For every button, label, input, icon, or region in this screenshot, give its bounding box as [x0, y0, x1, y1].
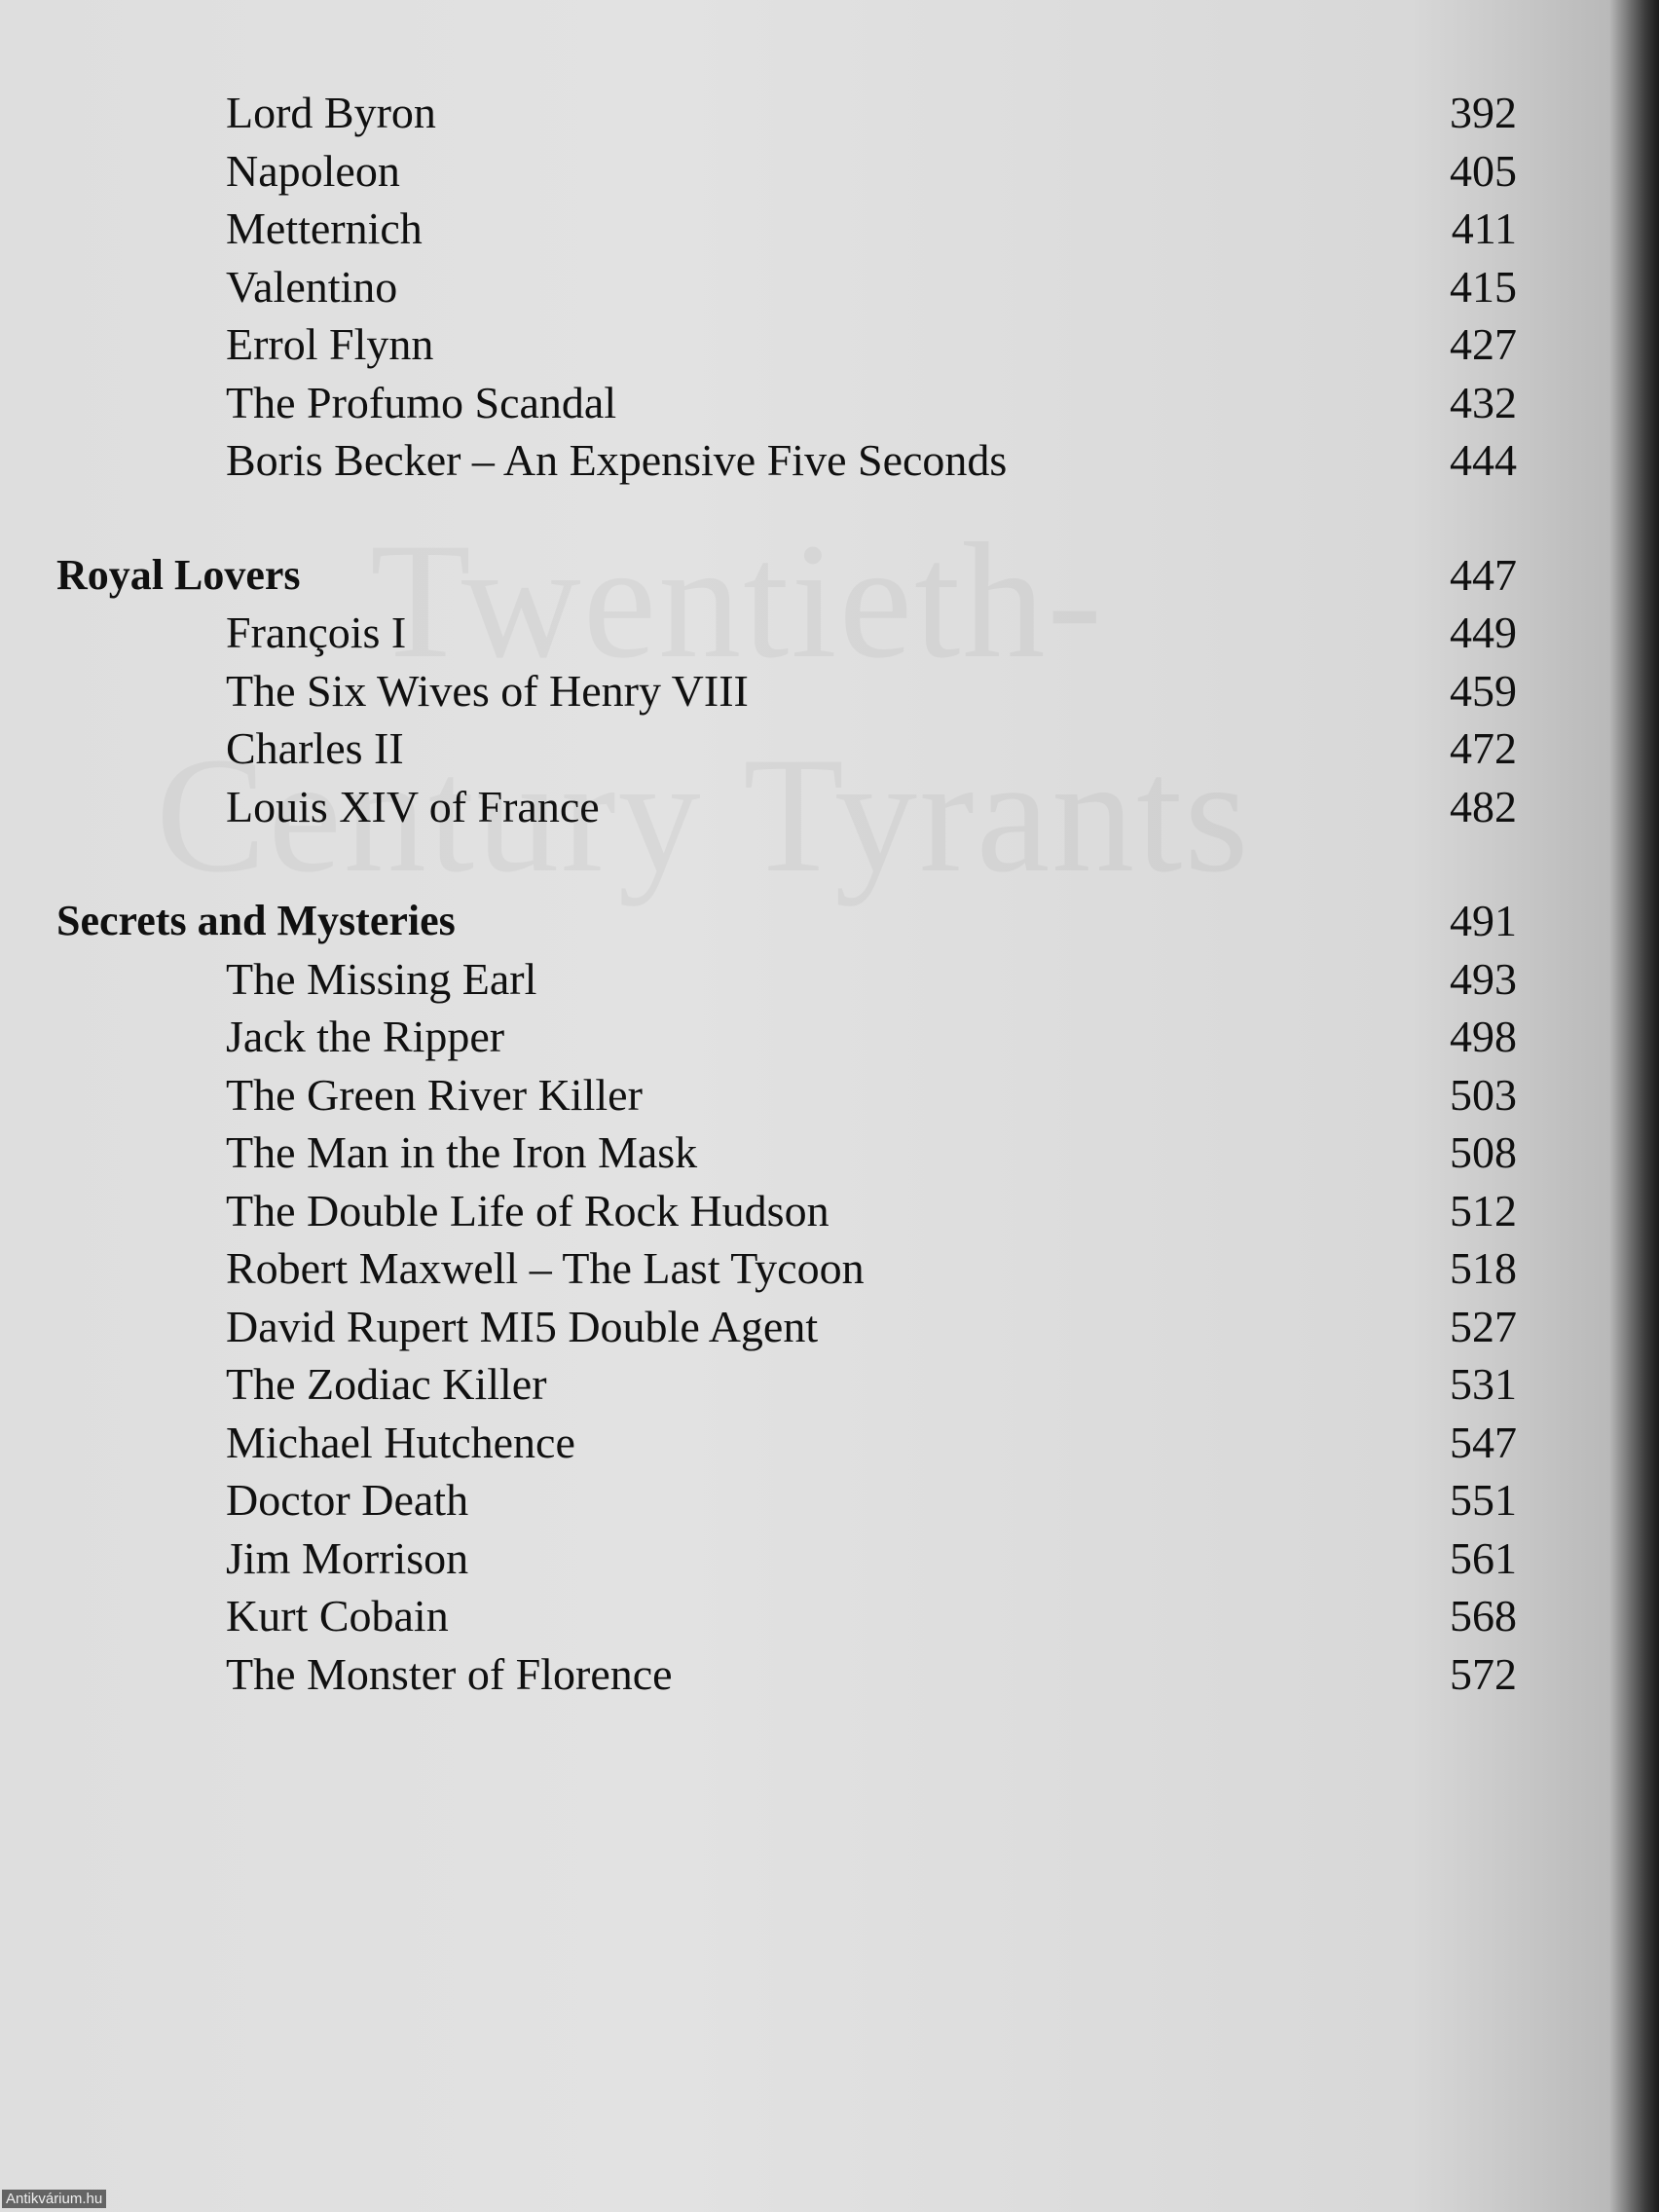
toc-entry-title: Jim Morrison	[226, 1532, 469, 1583]
toc-entry-title: Jack the Ripper	[226, 1012, 505, 1061]
toc-entry-title: The Green River Killer	[226, 1069, 643, 1120]
toc-entry-row	[0, 719, 1659, 778]
toc-entry-row	[0, 1239, 1659, 1298]
toc-entry-title: The Missing Earl	[226, 953, 537, 1004]
toc-entry-row	[0, 1008, 1659, 1066]
toc-entry-title: Errol Flynn	[226, 319, 434, 369]
toc-page-number: 572	[1450, 1648, 1517, 1699]
toc-entry-title: The Man in the Iron Mask	[226, 1127, 698, 1177]
toc-page-number: 568	[1450, 1591, 1517, 1641]
toc-entry-row	[0, 1066, 1659, 1124]
watermark: Antikvárium.hu	[2, 2190, 106, 2208]
toc-entry-row	[0, 200, 1659, 258]
toc-page-number: 482	[1450, 781, 1517, 831]
toc-page-number: 392	[1450, 88, 1517, 137]
toc-page-number: 493	[1450, 953, 1517, 1004]
toc-entry-row	[0, 142, 1659, 201]
toc-page-number: 449	[1450, 608, 1517, 657]
toc-entry-row	[0, 604, 1659, 662]
toc-entry-row	[0, 778, 1659, 836]
toc-entry-title: The Profumo Scandal	[226, 377, 617, 427]
toc-entry-title: Lord Byron	[226, 88, 436, 137]
toc-entry-row	[0, 1124, 1659, 1182]
toc-entry-title: Doctor Death	[226, 1475, 469, 1525]
toc-section-title: Royal Lovers	[56, 550, 301, 599]
toc-entry-row	[0, 1587, 1659, 1645]
toc-entry-title: Louis XIV of France	[226, 781, 600, 831]
toc-page-number: 518	[1450, 1243, 1517, 1293]
toc-entry-row	[0, 431, 1659, 490]
toc-entry-row	[0, 1182, 1659, 1240]
toc-entry-title: Kurt Cobain	[226, 1591, 449, 1641]
toc-page-number: 472	[1450, 723, 1517, 773]
toc-entry-title: Michael Hutchence	[226, 1417, 575, 1467]
toc-entry-row	[0, 1414, 1659, 1472]
toc-page-number: 547	[1450, 1417, 1517, 1467]
toc-entry-title: The Monster of Florence	[226, 1648, 673, 1699]
toc-entry-row	[0, 374, 1659, 432]
toc-page-number: 491	[1450, 896, 1517, 945]
toc-page-number: 432	[1450, 377, 1517, 427]
toc-entry-title: The Six Wives of Henry VIII	[226, 665, 749, 716]
toc-entry-row	[0, 1471, 1659, 1530]
toc-entry-title: Napoleon	[226, 145, 400, 196]
toc-page-number: 411	[1451, 203, 1517, 253]
toc-section-title: Secrets and Mysteries	[56, 897, 456, 944]
toc-section-row	[0, 546, 1659, 605]
toc-entry-title: Robert Maxwell – The Last Tycoon	[226, 1243, 865, 1293]
toc-page-number: 444	[1450, 435, 1517, 485]
toc-entry-title: Charles II	[226, 723, 404, 773]
toc-page-number: 531	[1450, 1359, 1517, 1409]
toc-page-number: 561	[1450, 1532, 1517, 1583]
toc-page-number: 508	[1450, 1127, 1517, 1177]
toc-entry-title: François I	[226, 608, 407, 657]
toc-entry-title: Valentino	[226, 261, 398, 312]
toc-entry-row	[0, 84, 1659, 142]
toc-page-number: 551	[1450, 1475, 1517, 1525]
toc-page-number: 512	[1450, 1185, 1517, 1235]
toc-entry-title: Metternich	[226, 203, 423, 253]
toc-entry-title: Boris Becker – An Expensive Five Seconds	[226, 435, 1008, 485]
toc-entry-row	[0, 950, 1659, 1009]
toc-page-number: 498	[1450, 1012, 1517, 1061]
toc-page-number: 405	[1450, 145, 1517, 196]
toc-entry-title: The Zodiac Killer	[226, 1359, 547, 1409]
toc-page-number: 503	[1450, 1069, 1517, 1120]
toc-entry-row	[0, 258, 1659, 316]
toc-entry-row	[0, 1298, 1659, 1356]
toc-entry-row	[0, 1355, 1659, 1414]
toc-entry-row	[0, 1530, 1659, 1588]
toc-entry-row	[0, 315, 1659, 374]
toc-entry-row	[0, 1645, 1659, 1704]
toc-page-number: 447	[1450, 549, 1517, 600]
toc-entry-title: David Rupert MI5 Double Agent	[226, 1301, 819, 1351]
toc-page-number: 427	[1450, 319, 1517, 369]
toc-page-number: 459	[1450, 665, 1517, 716]
toc-page-number: 527	[1450, 1301, 1517, 1351]
toc-section-row	[0, 892, 1659, 950]
toc-entry-title: The Double Life of Rock Hudson	[226, 1185, 830, 1235]
toc-page-number: 415	[1450, 261, 1517, 312]
toc-entry-row	[0, 662, 1659, 720]
